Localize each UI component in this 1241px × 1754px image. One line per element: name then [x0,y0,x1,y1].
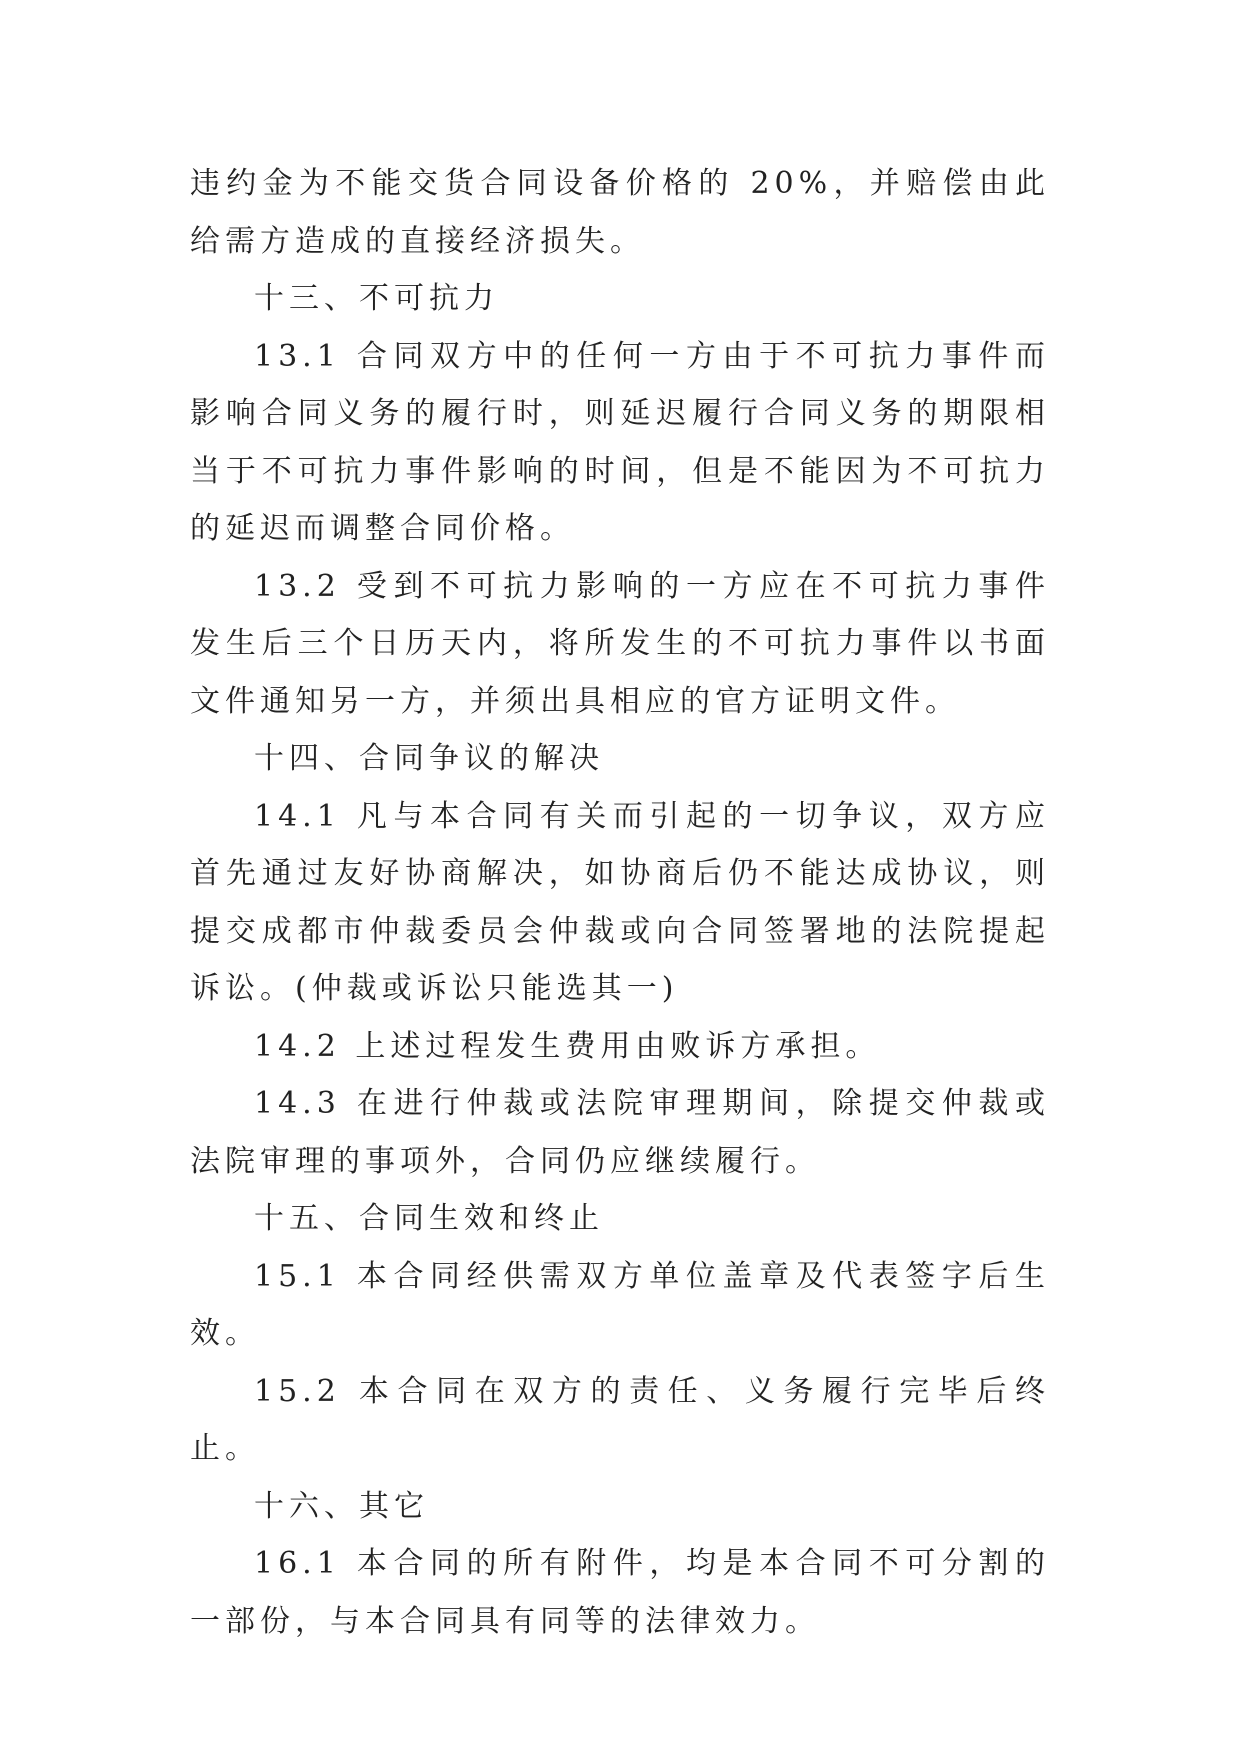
clause-16-1: 16.1 本合同的所有附件，均是本合同不可分割的一部份，与本合同具有同等的法律效力。 [190,1546,1050,1639]
heading-dispute-resolution: 十四、合同争议的解决 [254,741,604,776]
paragraph-penalty: 违约金为不能交货合同设备价格的 20%，并赔偿由此给需方造成的直接经济损失。 [190,166,1050,259]
clause-14-3: 14.3 在进行仲裁或法院审理期间，除提交仲裁或法院审理的事项外，合同仍应继续履行。 [190,1086,1050,1179]
heading-other: 十六、其它 [254,1488,429,1524]
clause-14-1: 14.1 凡与本合同有关而引起的一切争议，双方应首先通过友好协商解决，如协商后仍不能达成协议，则提交成都市仲裁委员会仲裁或向合同签署地的法院提起诉讼。(仲裁或诉讼只能选其一) [190,798,1050,1006]
heading-effect-termination: 十五、合同生效和终止 [254,1201,604,1236]
document-page [190,155,1050,1650]
clause-14-2: 14.2 上述过程发生费用由败诉方承担。 [254,1028,881,1064]
heading-force-majeure: 十三、不可抗力 [254,281,499,316]
clause-13-2: 13.2 受到不可抗力影响的一方应在不可抗力事件发生后三个日历天内，将所发生的不可抗力事件以书面文件通知另一方，并须出具相应的官方证明文件。 [190,568,1050,719]
clause-15-1: 15.1 本合同经供需双方单位盖章及代表签字后生效。 [190,1258,1050,1351]
clause-13-1: 13.1 合同双方中的任何一方由于不可抗力事件而影响合同义务的履行时，则延迟履行合同义务的期限相当于不可抗力事件影响的时间，但是不能因为不可抗力的延迟而调整合同价格。 [190,338,1050,546]
clause-15-2: 15.2 本合同在双方的责任、义务履行完毕后终止。 [190,1373,1050,1466]
